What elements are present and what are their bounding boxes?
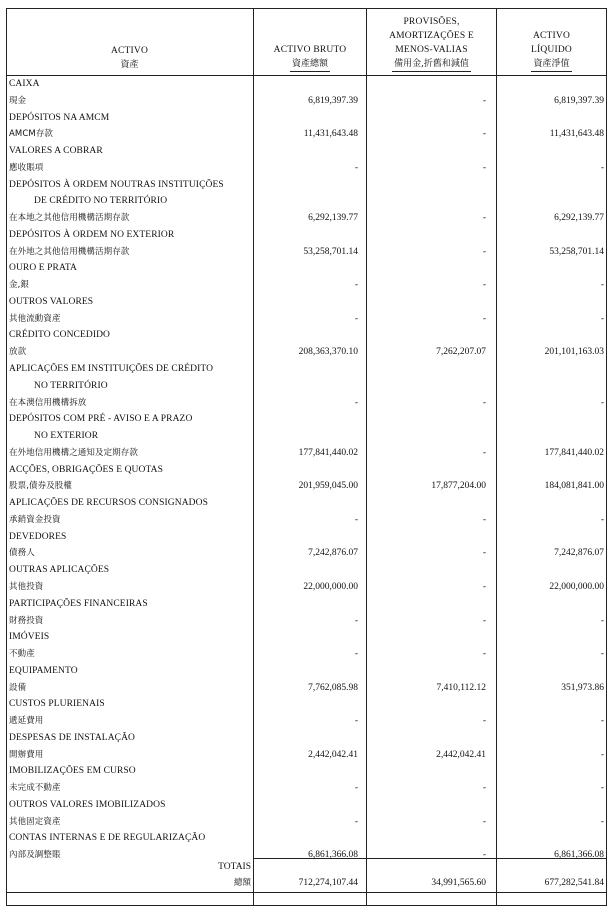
row-activo-bruto: 7,242,876.07 [308, 548, 358, 559]
row-activo-liquido: 351,973.86 [561, 682, 604, 693]
row-label: 金,銀 [9, 280, 30, 291]
row-activo-liquido: - [600, 514, 604, 525]
table-row [6, 696, 607, 713]
row-activo-liquido: - [600, 749, 604, 760]
row-provisoes: - [482, 213, 486, 224]
header-liq-zh: 資產淨值 [531, 57, 571, 72]
row-activo-bruto: 6,819,397.39 [308, 95, 358, 106]
row-label: 設備 [9, 682, 27, 693]
row-label: CAIXA [9, 79, 40, 89]
row-label: CUSTOS PLURIENAIS [9, 699, 105, 710]
row-activo-bruto: - [354, 514, 358, 525]
row-activo-bruto: 53,258,701.14 [303, 246, 358, 257]
header-activo [6, 8, 253, 75]
table-row [6, 763, 607, 780]
row-label: 在本澳信用機構拆放 [9, 397, 87, 408]
row-activo-liquido: 177,841,440.02 [544, 447, 604, 458]
table-row [6, 680, 607, 697]
row-label: DESPESAS DE INSTALAÇÃO [9, 732, 136, 743]
table-row [6, 160, 607, 177]
row-provisoes: 7,410,112.12 [436, 682, 486, 693]
row-label: 債務人 [9, 548, 35, 559]
row-label: 其他流動資產 [9, 313, 61, 324]
row-activo-bruto: 208,363,370.10 [298, 347, 358, 358]
row-activo-bruto: - [354, 649, 358, 660]
totals-label-zh: 總額 [233, 878, 251, 888]
header-prov-pt-3: MENOS-VALIAS [395, 45, 468, 55]
table-bottom-rule [6, 905, 607, 906]
table-row [6, 411, 607, 428]
row-label: OUTROS VALORES IMOBILIZADOS [9, 799, 166, 810]
table-row [6, 830, 607, 847]
table-row [6, 495, 607, 512]
row-activo-bruto: 6,861,366.08 [308, 850, 358, 861]
row-provisoes: - [482, 397, 486, 408]
row-label: OUTROS VALORES [9, 296, 94, 307]
totals-liquido: 677,282,541.84 [544, 878, 604, 888]
row-activo-liquido: - [600, 716, 604, 727]
row-provisoes: - [482, 850, 486, 861]
row-label: IMÓVEIS [9, 632, 50, 643]
row-activo-liquido: 6,819,397.39 [554, 95, 604, 106]
table-row [6, 462, 607, 479]
table-row [6, 445, 607, 462]
totals-provisoes: 34,991,565.60 [431, 878, 486, 888]
table-row [6, 244, 607, 261]
row-activo-bruto: - [354, 162, 358, 173]
row-activo-liquido: - [600, 615, 604, 626]
row-provisoes: - [482, 716, 486, 727]
row-activo-liquido: 6,861,366.08 [554, 850, 604, 861]
row-label: 股票,債券及股權 [9, 481, 73, 492]
row-label: NO TERRITÓRIO [34, 380, 108, 391]
row-label: 放款 [9, 347, 27, 358]
row-label: IMOBILIZAÇÕES EM CURSO [9, 766, 136, 777]
row-label: ACÇÕES, OBRIGAÇÕES E QUOTAS [9, 464, 163, 475]
row-label: OUTRAS APLICAÇÕES [9, 565, 110, 576]
table-row [6, 730, 607, 747]
table-row [6, 93, 607, 110]
table-row [6, 512, 607, 529]
row-activo-liquido: - [600, 280, 604, 291]
row-activo-bruto: 11,431,643.48 [303, 129, 358, 140]
row-provisoes: - [482, 246, 486, 257]
row-label: CONTAS INTERNAS E DE REGULARIZAÇÃO [9, 833, 206, 844]
row-label: APLICAÇÕES EM INSTITUIÇÕES DE CRÉDITO [9, 364, 214, 375]
row-provisoes: - [482, 95, 486, 106]
header-activo-liquido [497, 8, 606, 75]
row-provisoes: 17,877,204.00 [431, 481, 486, 492]
totals-bruto: 712,274,107.44 [298, 878, 358, 888]
row-activo-liquido: 6,292,139.77 [554, 213, 604, 224]
header-liq-pt-1: ACTIVO [532, 31, 571, 41]
table-body [6, 76, 607, 864]
header-prov-pt-2: AMORTIZAÇÕES E [389, 31, 474, 41]
table-row [6, 177, 607, 194]
row-activo-bruto: 6,292,139.77 [308, 213, 358, 224]
totals-label-pt: TOTAIS [218, 862, 251, 872]
row-label: 在外地信用機構之通知及定期存款 [9, 447, 139, 458]
row-provisoes: - [482, 548, 486, 559]
row-provisoes: - [482, 313, 486, 324]
row-activo-liquido: 22,000,000.00 [549, 581, 604, 592]
row-activo-bruto: 201,959,045.00 [298, 481, 358, 492]
row-provisoes: - [482, 581, 486, 592]
row-provisoes: - [482, 129, 486, 140]
table-row [6, 277, 607, 294]
row-activo-bruto: - [354, 397, 358, 408]
row-provisoes: - [482, 649, 486, 660]
row-activo-liquido: - [600, 313, 604, 324]
row-activo-liquido: - [600, 783, 604, 794]
row-activo-bruto: - [354, 280, 358, 291]
header-bruto-pt: ACTIVO BRUTO [273, 45, 347, 55]
row-activo-liquido: 11,431,643.48 [549, 129, 604, 140]
header-activo-bruto [254, 8, 366, 75]
header-activo-zh: 資產 [120, 60, 139, 70]
table-row [6, 311, 607, 328]
balance-sheet-table [6, 8, 607, 906]
row-provisoes: 2,442,042.41 [436, 749, 486, 760]
row-provisoes: - [482, 162, 486, 173]
row-label: DEPÓSITOS COM PRÉ - AVISO E A PRAZO [9, 414, 193, 425]
row-provisoes: 7,262,207.07 [436, 347, 486, 358]
table-row [6, 478, 607, 495]
row-provisoes: - [482, 447, 486, 458]
row-label: DEPÓSITOS À ORDEM NOUTRAS INSTITUIÇÕES [9, 179, 224, 190]
table-row [6, 780, 607, 797]
row-label: CRÉDITO CONCEDIDO [9, 330, 111, 341]
row-provisoes: - [482, 514, 486, 525]
row-activo-liquido: - [600, 649, 604, 660]
table-row [6, 579, 607, 596]
row-label: 開辦費用 [9, 749, 44, 760]
table-row [6, 713, 607, 730]
row-provisoes: - [482, 783, 486, 794]
row-label: 未完成不動產 [9, 783, 61, 794]
table-row [6, 210, 607, 227]
row-provisoes: - [482, 280, 486, 291]
row-activo-bruto: - [354, 783, 358, 794]
row-label: DEPÓSITOS NA AMCM [9, 112, 110, 123]
table-row [6, 545, 607, 562]
table-row [6, 378, 607, 395]
row-label: 承銷資金投資 [9, 514, 61, 525]
row-activo-liquido: 201,101,163.03 [544, 347, 604, 358]
row-label: EQUIPAMENTO [9, 665, 78, 676]
table-row [6, 613, 607, 630]
row-activo-bruto: 177,841,440.02 [298, 447, 358, 458]
table-row [6, 529, 607, 546]
row-label: 財務投資 [9, 615, 44, 626]
row-activo-bruto: 2,442,042.41 [308, 749, 358, 760]
table-row [6, 562, 607, 579]
table-row [6, 646, 607, 663]
totals-row [6, 859, 607, 892]
header-prov-pt-1: PROVISÕES, [403, 17, 460, 27]
header-liq-pt-2: LÍQUIDO [531, 45, 572, 55]
row-label: OURO E PRATA [9, 263, 78, 274]
table-row [6, 747, 607, 764]
header-prov-zh: 備用金,折舊和減值 [392, 57, 471, 72]
table-row [6, 361, 607, 378]
row-activo-bruto: - [354, 816, 358, 827]
row-label: 內部及調整賬 [9, 850, 61, 861]
table-row [6, 663, 607, 680]
row-label: 不動產 [9, 649, 35, 660]
header-bruto-zh: 資產總額 [290, 57, 330, 72]
table-row [6, 327, 607, 344]
table-row [6, 76, 607, 93]
table-row [6, 596, 607, 613]
row-label: DEPÓSITOS À ORDEM NO EXTERIOR [9, 229, 175, 240]
table-row [6, 260, 607, 277]
row-label: AMCM存款 [9, 129, 54, 140]
row-activo-liquido: - [600, 816, 604, 827]
table-row [6, 797, 607, 814]
table-row [6, 227, 607, 244]
row-label: 在外地之其他信用機構活期存款 [9, 246, 130, 257]
row-provisoes: - [482, 816, 486, 827]
row-activo-liquido: 184,081,841.00 [544, 481, 604, 492]
row-activo-bruto: - [354, 716, 358, 727]
row-label: DEVEDORES [9, 531, 67, 542]
header-provisoes [367, 8, 496, 75]
table-row [6, 395, 607, 412]
row-provisoes: - [482, 615, 486, 626]
row-label: 其他投資 [9, 581, 44, 592]
table-row [6, 143, 607, 160]
table-row [6, 629, 607, 646]
row-label: PARTICIPAÇÕES FINANCEIRAS [9, 598, 148, 609]
table-row [6, 814, 607, 831]
table-row [6, 294, 607, 311]
row-label: NO EXTERIOR [34, 431, 99, 442]
row-label: 其他固定資產 [9, 816, 61, 827]
table-row [6, 344, 607, 361]
row-activo-bruto: - [354, 313, 358, 324]
table-row [6, 428, 607, 445]
row-activo-bruto: - [354, 615, 358, 626]
row-label: 在本地之其他信用機構活期存款 [9, 213, 130, 224]
row-label: DE CRÉDITO NO TERRITÓRIO [34, 196, 168, 207]
row-activo-liquido: 53,258,701.14 [549, 246, 604, 257]
row-label: APLICAÇÕES DE RECURSOS CONSIGNADOS [9, 498, 208, 509]
table-row [6, 110, 607, 127]
row-label: 遞延費用 [9, 716, 44, 727]
row-activo-liquido: - [600, 162, 604, 173]
row-activo-liquido: - [600, 397, 604, 408]
row-label: 應收賬項 [9, 162, 44, 173]
row-activo-bruto: 22,000,000.00 [303, 581, 358, 592]
row-label: 現金 [9, 95, 27, 106]
row-activo-liquido: 7,242,876.07 [554, 548, 604, 559]
row-label: VALORES A COBRAR [9, 146, 103, 157]
table-row [6, 126, 607, 143]
header-activo-pt: ACTIVO [110, 46, 149, 56]
table-row [6, 193, 607, 210]
totals-bottom-rule [6, 892, 607, 893]
row-activo-bruto: 7,762,085.98 [308, 682, 358, 693]
